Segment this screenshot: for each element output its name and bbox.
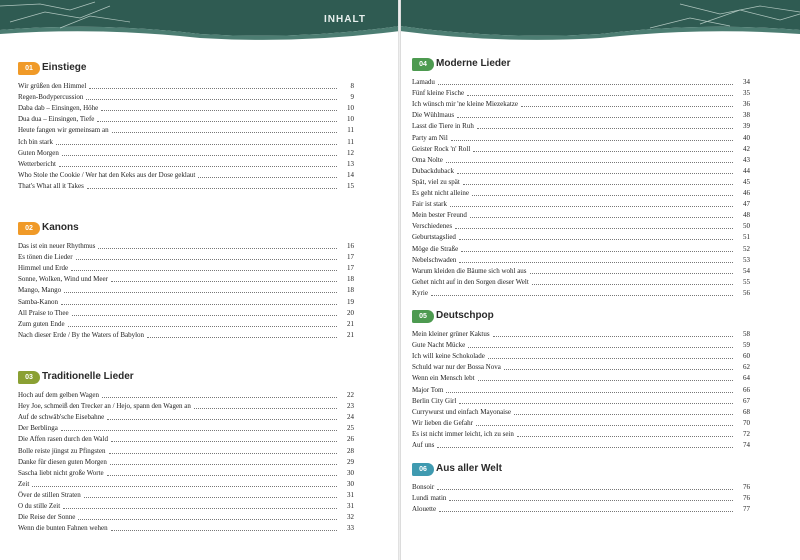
toc-entry-title: Nach dieser Erde / By the Waters of Babylon	[18, 330, 145, 339]
toc-entry	[18, 169, 354, 180]
toc-entry	[412, 428, 750, 439]
toc-leader-dots	[87, 188, 337, 189]
toc-entry	[18, 180, 354, 191]
toc-entry	[412, 165, 750, 176]
toc-entry	[18, 91, 354, 102]
toc-entry	[18, 511, 354, 522]
section-header	[18, 369, 354, 385]
toc-entry-title: Nebelschwaden	[412, 255, 457, 264]
section-title: Moderne Lieder	[436, 58, 511, 69]
toc-entry	[18, 467, 354, 478]
toc-page-number: 50	[743, 222, 750, 231]
toc-entry-title: Heute fangen wir gemeinsam an	[18, 126, 109, 135]
toc-entry-title: Möge die Straße	[412, 244, 459, 253]
toc-page-number: 30	[347, 468, 354, 477]
toc-leader-dots	[147, 337, 337, 338]
toc-page-number: 16	[347, 242, 354, 251]
toc-leader-dots	[89, 88, 337, 89]
toc-entry-title: Auf uns	[412, 441, 435, 450]
toc-entry	[412, 361, 750, 372]
toc-leader-dots	[437, 489, 733, 490]
toc-entry-title: Das ist ein neuer Rhythmus	[18, 242, 96, 251]
toc-leader-dots	[477, 128, 733, 129]
toc-entry	[412, 231, 750, 242]
toc-page-number: 9	[350, 93, 354, 102]
toc-page-number: 10	[347, 104, 354, 113]
toc-entry	[412, 76, 750, 87]
toc-list	[18, 240, 354, 340]
toc-leader-dots	[110, 464, 337, 465]
toc-entry	[18, 102, 354, 113]
toc-entry-title: Lamadu	[412, 78, 435, 87]
toc-page-number: 46	[743, 189, 750, 198]
toc-page-number: 15	[347, 181, 354, 190]
toc-entry-title: Dua dua – Einsingen, Tiefe	[18, 115, 95, 124]
toc-entry-title: Es tönen die Lieder	[18, 253, 73, 262]
section-number-badge: 01	[18, 62, 40, 75]
toc-entry-title: Die Affen rasen durch den Wald	[18, 435, 108, 444]
toc-page-number: 26	[347, 435, 354, 444]
section-einstiege	[18, 60, 354, 191]
section-title: Kanons	[42, 222, 79, 233]
toc-entry-title: Oma Nolte	[412, 155, 443, 164]
toc-page-number: 43	[743, 155, 750, 164]
toc-entry	[412, 417, 750, 428]
toc-leader-dots	[504, 369, 733, 370]
toc-leader-dots	[457, 117, 733, 118]
toc-entry-title: Lundi matin	[412, 494, 447, 503]
toc-page-number: 53	[743, 255, 750, 264]
toc-entry	[18, 158, 354, 169]
toc-entry	[18, 422, 354, 433]
toc-page-number: 25	[347, 424, 354, 433]
toc-entry-title: Gute Nacht Mücke	[412, 341, 466, 350]
toc-leader-dots	[102, 397, 337, 398]
toc-leader-dots	[438, 84, 733, 85]
toc-page-number: 19	[347, 297, 354, 306]
toc-entry-title: Der Berblinga	[18, 424, 58, 433]
toc-entry	[412, 242, 750, 253]
toc-leader-dots	[84, 497, 337, 498]
toc-leader-dots	[112, 132, 337, 133]
toc-page-number: 62	[743, 363, 750, 372]
toc-entry-title: Fair ist stark	[412, 200, 447, 209]
toc-entry-title: Mein bester Freund	[412, 211, 467, 220]
toc-entry	[18, 307, 354, 318]
toc-page-number: 40	[743, 133, 750, 142]
toc-entry-title: Schuld war nur der Bossa Nova	[412, 363, 501, 372]
toc-leader-dots	[476, 425, 733, 426]
toc-entry-title: Wetterbericht	[18, 159, 56, 168]
toc-entry-title: Regen-Bodypercussion	[18, 93, 84, 102]
toc-page-number: 31	[347, 490, 354, 499]
toc-page-number: 68	[743, 407, 750, 416]
toc-leader-dots	[107, 419, 337, 420]
toc-entry	[412, 439, 750, 450]
toc-entry	[18, 489, 354, 500]
toc-entry	[412, 328, 750, 339]
toc-entry	[412, 198, 750, 209]
toc-page-number: 17	[347, 253, 354, 262]
toc-page-number: 8	[350, 82, 354, 91]
toc-entry	[18, 433, 354, 444]
toc-leader-dots	[457, 173, 733, 174]
section-title: Deutschpop	[436, 310, 494, 321]
section-aus-aller-welt	[412, 461, 750, 514]
toc-entry-title: Fünf kleine Fische	[412, 89, 465, 98]
toc-entry	[412, 187, 750, 198]
toc-leader-dots	[459, 403, 733, 404]
toc-leader-dots	[78, 519, 337, 520]
toc-entry	[18, 400, 354, 411]
toc-entry-title: Es ist nicht immer leicht, ich zu sein	[412, 429, 514, 438]
toc-entry	[412, 209, 750, 220]
toc-leader-dots	[517, 436, 733, 437]
toc-entry	[412, 406, 750, 417]
toc-entry	[412, 154, 750, 165]
section-title: Einstiege	[42, 62, 87, 73]
toc-page-number: 13	[347, 159, 354, 168]
toc-page-number: 48	[743, 211, 750, 220]
toc-page-number: 32	[347, 513, 354, 522]
toc-entry-title: Zeit	[18, 479, 30, 488]
toc-entry	[412, 276, 750, 287]
toc-leader-dots	[62, 155, 337, 156]
toc-entry-title: Sonne, Wolken, Wind und Meer	[18, 275, 108, 284]
toc-list	[412, 328, 750, 450]
toc-page-number: 30	[347, 479, 354, 488]
toc-leader-dots	[59, 166, 337, 167]
toc-leader-dots	[470, 217, 733, 218]
toc-leader-dots	[446, 162, 733, 163]
toc-page-number: 54	[743, 266, 750, 275]
toc-leader-dots	[194, 408, 337, 409]
toc-leader-dots	[451, 140, 733, 141]
toc-entry-title: Verschiedenes	[412, 222, 453, 231]
toc-page-number: 21	[347, 319, 354, 328]
section-header	[18, 60, 354, 76]
toc-entry	[412, 254, 750, 265]
section-number-badge: 04	[412, 58, 434, 71]
toc-page-number: 74	[743, 441, 750, 450]
toc-page-number: 42	[743, 144, 750, 153]
toc-page-number: 55	[743, 277, 750, 286]
toc-leader-dots	[472, 195, 733, 196]
toc-entry-title: Hoch auf dem gelben Wagen	[18, 391, 99, 400]
toc-entry-title: Es geht nicht alleine	[412, 189, 469, 198]
toc-page-number: 23	[347, 402, 354, 411]
toc-entry-title: Hey Joe, schmeiß den Trecker an / Hejo, spann den Wagen an	[18, 402, 191, 411]
toc-entry-title: Bolle reiste jüngst zu Pfingsten	[18, 446, 106, 455]
toc-page-number: 67	[743, 396, 750, 405]
toc-leader-dots	[450, 206, 733, 207]
toc-entry	[18, 240, 354, 251]
toc-entry-title: All Praise to Thee	[18, 308, 69, 317]
section-number-badge: 05	[412, 310, 434, 323]
toc-leader-dots	[449, 500, 733, 501]
toc-page-number: 28	[347, 446, 354, 455]
toc-page-number: 51	[743, 233, 750, 242]
toc-entry-title: Gehet nicht auf in den Sorgen dieser Welt	[412, 277, 529, 286]
book-gutter	[398, 0, 401, 560]
toc-leader-dots	[101, 110, 337, 111]
toc-entry-title: Danke für diesen guten Morgen	[18, 457, 107, 466]
toc-entry-title: Guten Morgen	[18, 148, 59, 157]
toc-leader-dots	[64, 292, 337, 293]
toc-leader-dots	[455, 228, 733, 229]
toc-page-number: 76	[743, 494, 750, 503]
toc-page-number: 12	[347, 148, 354, 157]
toc-entry	[412, 220, 750, 231]
toc-entry	[412, 98, 750, 109]
toc-page-number: 44	[743, 166, 750, 175]
toc-entry-title: Geburtstagslied	[412, 233, 456, 242]
toc-entry-title: Spät, viel zu spät	[412, 177, 460, 186]
toc-page-number: 14	[347, 170, 354, 179]
toc-entry-title: Die Wühlmaus	[412, 111, 455, 120]
toc-leader-dots	[437, 447, 733, 448]
toc-entry	[18, 411, 354, 422]
toc-entry-title: Bonsoir	[412, 483, 435, 492]
toc-page-number: 24	[347, 413, 354, 422]
toc-entry	[18, 456, 354, 467]
toc-page-number: 60	[743, 352, 750, 361]
toc-entry-title: Warum kleiden die Bäume sich wohl aus	[412, 266, 527, 275]
toc-leader-dots	[111, 281, 337, 282]
toc-leader-dots	[61, 304, 337, 305]
toc-leader-dots	[446, 392, 733, 393]
toc-entry-title: Wenn die bunten Fahnen wehen	[18, 524, 108, 533]
toc-entry	[18, 273, 354, 284]
toc-entry	[18, 262, 354, 273]
toc-entry	[18, 478, 354, 489]
toc-entry	[18, 80, 354, 91]
section-header	[412, 308, 750, 324]
toc-page-number: 58	[743, 330, 750, 339]
toc-leader-dots	[111, 530, 337, 531]
section-header	[412, 56, 750, 72]
section-kanons	[18, 220, 354, 340]
toc-entry	[18, 147, 354, 158]
toc-entry-title: Who Stole the Cookie / Wer hat den Keks aus der Dose geklaut	[18, 170, 196, 179]
toc-entry	[412, 109, 750, 120]
toc-entry	[18, 389, 354, 400]
toc-page-number: 11	[347, 137, 354, 146]
toc-page-number: 21	[347, 330, 354, 339]
section-title: Aus aller Welt	[436, 463, 502, 474]
toc-entry-title: Geister Rock 'n' Roll	[412, 144, 471, 153]
toc-leader-dots	[56, 144, 337, 145]
toc-entry	[412, 131, 750, 142]
toc-leader-dots	[198, 177, 337, 178]
toc-entry-title: Currywurst und einfach Mayonaise	[412, 407, 511, 416]
toc-entry-title: Major Tom	[412, 385, 444, 394]
toc-page-number: 39	[743, 122, 750, 131]
toc-page-number: 77	[743, 505, 750, 514]
section-deutschpop	[412, 308, 750, 450]
toc-page-number: 31	[347, 502, 354, 511]
toc-leader-dots	[461, 251, 733, 252]
toc-leader-dots	[109, 453, 338, 454]
toc-leader-dots	[72, 315, 337, 316]
toc-list	[18, 80, 354, 191]
toc-leader-dots	[68, 326, 337, 327]
toc-entry	[412, 372, 750, 383]
toc-leader-dots	[467, 95, 733, 96]
toc-leader-dots	[514, 414, 733, 415]
toc-page-number: 18	[347, 286, 354, 295]
toc-leader-dots	[459, 239, 733, 240]
toc-list	[18, 389, 354, 533]
toc-entry-title: Himmel und Erde	[18, 264, 69, 273]
toc-entry-title: Mango, Mango	[18, 286, 62, 295]
toc-leader-dots	[488, 358, 733, 359]
toc-entry-title: Die Reise der Sonne	[18, 513, 76, 522]
toc-page-number: 56	[743, 288, 750, 297]
toc-leader-dots	[97, 121, 337, 122]
toc-page-number: 18	[347, 275, 354, 284]
toc-page-number: 47	[743, 200, 750, 209]
toc-leader-dots	[71, 270, 337, 271]
toc-entry-title: Berlin City Girl	[412, 396, 457, 405]
section-header	[18, 220, 354, 236]
toc-page-number: 10	[347, 115, 354, 124]
toc-leader-dots	[98, 248, 337, 249]
toc-leader-dots	[76, 259, 337, 260]
toc-page-number: 52	[743, 244, 750, 253]
toc-page-number: 70	[743, 418, 750, 427]
toc-entry-title: Wir grüßen den Himmel	[18, 82, 87, 91]
toc-page-number: 36	[743, 100, 750, 109]
toc-entry	[18, 284, 354, 295]
toc-entry-title: Dubackduback	[412, 166, 454, 175]
toc-entry	[412, 120, 750, 131]
toc-entry	[18, 329, 354, 340]
toc-entry-title: Ich bin stark	[18, 137, 53, 146]
toc-entry	[412, 265, 750, 276]
header-title: INHALT	[324, 14, 366, 25]
toc-entry-title: Ich will keine Schokolade	[412, 352, 485, 361]
toc-entry	[18, 295, 354, 306]
toc-entry-title: Samba-Kanon	[18, 297, 59, 306]
toc-entry-title: O du stille Zeit	[18, 502, 61, 511]
section-header	[412, 461, 750, 477]
toc-page-number: 38	[743, 111, 750, 120]
toc-entry	[18, 113, 354, 124]
toc-leader-dots	[439, 511, 733, 512]
toc-leader-dots	[463, 184, 733, 185]
toc-page-number: 22	[347, 391, 354, 400]
toc-entry	[412, 383, 750, 394]
section-moderne-lieder	[412, 56, 750, 298]
toc-entry	[412, 176, 750, 187]
toc-list	[412, 76, 750, 298]
toc-entry	[18, 444, 354, 455]
toc-leader-dots	[478, 380, 733, 381]
toc-entry	[412, 87, 750, 98]
toc-list	[412, 481, 750, 514]
toc-entry-title: Sascha liebt nicht große Worte	[18, 468, 104, 477]
toc-page-number: 29	[347, 457, 354, 466]
toc-leader-dots	[493, 336, 733, 337]
toc-entry-title: Kyrie	[412, 288, 428, 297]
toc-entry	[412, 287, 750, 298]
section-traditionelle-lieder	[18, 369, 354, 533]
toc-entry	[18, 251, 354, 262]
toc-entry	[18, 318, 354, 329]
toc-entry-title: Zum guten Ende	[18, 319, 65, 328]
toc-page-number: 34	[743, 78, 750, 87]
toc-leader-dots	[521, 106, 733, 107]
toc-entry	[412, 503, 750, 514]
toc-leader-dots	[86, 99, 337, 100]
toc-entry-title: Mein kleiner grüner Kaktus	[412, 330, 490, 339]
toc-entry	[412, 395, 750, 406]
toc-page-number: 72	[743, 429, 750, 438]
toc-leader-dots	[63, 508, 337, 509]
toc-entry-title: Daba dab – Einsingen, Höhe	[18, 104, 99, 113]
toc-leader-dots	[431, 295, 733, 296]
toc-leader-dots	[468, 347, 733, 348]
toc-page-number: 17	[347, 264, 354, 273]
toc-page-number: 20	[347, 308, 354, 317]
toc-entry	[18, 522, 354, 533]
toc-entry	[18, 500, 354, 511]
toc-page-number: 33	[347, 524, 354, 533]
toc-entry-title: Över de stillen Straten	[18, 490, 81, 499]
toc-entry-title: Wenn ein Mensch lebt	[412, 374, 475, 383]
toc-page-number: 59	[743, 341, 750, 350]
toc-entry	[412, 492, 750, 503]
toc-entry	[412, 350, 750, 361]
toc-entry-title: Party am Nil	[412, 133, 448, 142]
section-number-badge: 06	[412, 463, 434, 476]
toc-leader-dots	[107, 475, 337, 476]
toc-entry	[412, 143, 750, 154]
toc-leader-dots	[532, 284, 733, 285]
toc-page-number: 11	[347, 126, 354, 135]
toc-page-number: 76	[743, 483, 750, 492]
toc-entry-title: That's What all it Takes	[18, 181, 84, 190]
toc-leader-dots	[530, 273, 733, 274]
section-title: Traditionelle Lieder	[42, 371, 134, 382]
toc-entry	[18, 135, 354, 146]
toc-page-number: 45	[743, 177, 750, 186]
toc-entry	[18, 124, 354, 135]
toc-page-number: 35	[743, 89, 750, 98]
section-number-badge: 03	[18, 371, 40, 384]
section-number-badge: 02	[18, 222, 40, 235]
toc-leader-dots	[111, 441, 337, 442]
toc-leader-dots	[473, 151, 733, 152]
toc-entry-title: Wir lieben die Gefahr	[412, 418, 473, 427]
toc-page-number: 66	[743, 385, 750, 394]
toc-entry	[412, 481, 750, 492]
toc-entry-title: Auf de schwäb'sche Eisebahne	[18, 413, 105, 422]
toc-page-number: 64	[743, 374, 750, 383]
toc-leader-dots	[32, 486, 337, 487]
toc-leader-dots	[459, 262, 733, 263]
toc-entry-title: Alouette	[412, 505, 437, 514]
toc-entry-title: Ich wünsch mir 'ne kleine Miezekatze	[412, 100, 519, 109]
toc-leader-dots	[61, 430, 337, 431]
toc-entry	[412, 339, 750, 350]
toc-entry-title: Lasst die Tiere in Ruh	[412, 122, 474, 131]
